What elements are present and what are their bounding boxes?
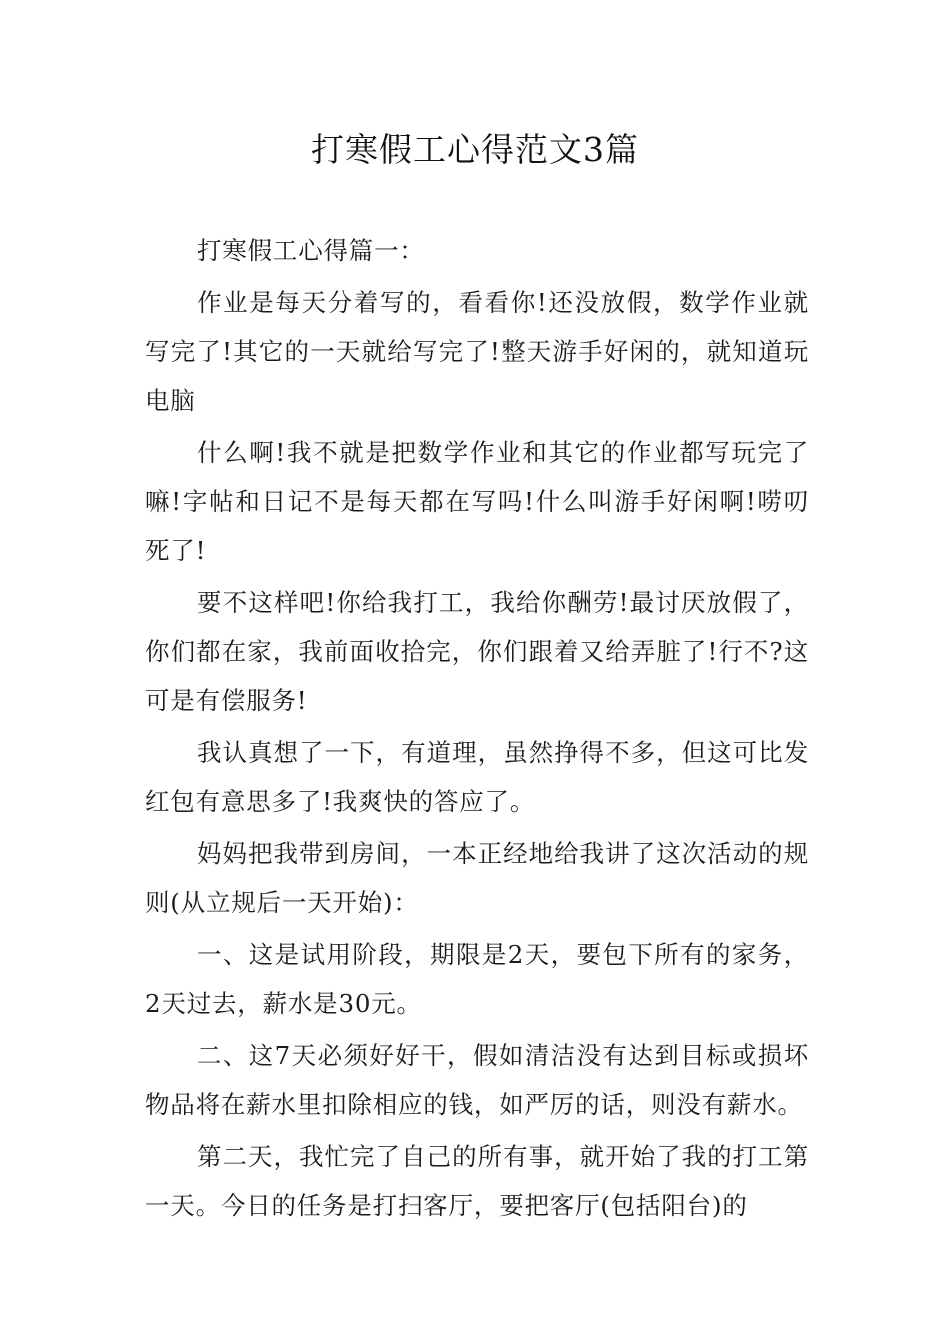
paragraph-rule-two: 二、这7天必须好好干，假如清洁没有达到目标或损坏物品将在薪水里扣除相应的钱，如严厉的话，则没有薪水。 — [145, 1041, 809, 1119]
paragraph: 作业是每天分着写的，看看你!还没放假，数学作业就写完了!其它的一天就给写完了!整天游手好闲的，就知道玩电脑 — [145, 288, 809, 415]
paragraph: 第二天，我忙完了自己的所有事，就开始了我的打工第一天。今日的任务是打扫客厅，要把客厅(包括阳台)的 — [145, 1142, 809, 1220]
paragraph: 要不这样吧!你给我打工，我给你酬劳!最讨厌放假了，你们都在家，我前面收拾完，你们跟着又给弄脏了!行不?这可是有偿服务! — [145, 588, 809, 715]
paragraph: 我认真想了一下，有道理，虽然挣得不多，但这可比发红包有意思多了!我爽快的答应了。 — [145, 738, 809, 816]
document-body — [145, 226, 809, 1233]
paragraph: 什么啊!我不就是把数学作业和其它的作业都写玩完了嘛!字帖和日记不是每天都在写吗!什么叫游手好闲啊!唠叨死了! — [145, 438, 809, 565]
paragraph-section-heading: 打寒假工心得篇一： — [197, 236, 425, 265]
paragraph: 妈妈把我带到房间，一本正经地给我讲了这次活动的规则(从立规后一天开始)： — [145, 839, 809, 917]
paragraph-rule-one: 一、这是试用阶段，期限是2天，要包下所有的家务，2天过去，薪水是30元。 — [145, 940, 809, 1018]
document-title: 打寒假工心得范文3篇 — [311, 130, 639, 169]
